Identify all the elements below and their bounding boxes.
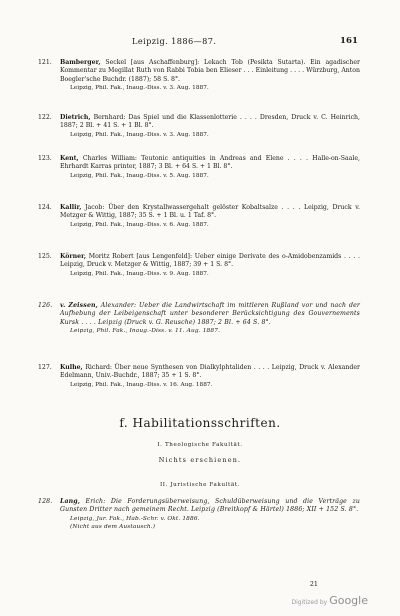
entry-text — [60, 253, 360, 270]
author-name: Bamberger, — [60, 59, 101, 66]
author-name: Körner, — [60, 253, 87, 260]
bibliography-entry — [38, 114, 360, 139]
bibliography-entry — [38, 498, 360, 532]
entry-meta: Leipzig, Phil. Fak., Inaug.-Diss. v. 9. Aug. 1887. — [70, 270, 209, 277]
entry-meta: Leipzig, Phil. Fak., Inaug.-Diss. v. 3. Aug. 1887. — [70, 85, 209, 92]
entry-number: 123. — [38, 155, 52, 162]
author-name: Kent, — [60, 155, 79, 162]
author-name: Kallir, — [60, 204, 82, 211]
author-name: Lang, — [60, 498, 81, 505]
entry-body: Erich: Die Forderungsüberweisung, Schuldüberweisung und die Verträge zu Gunsten Dritter nach gemeinem Recht. Leipzig (Breitkopf & Härtel) 1886; XII + 152 S. 8°. — [60, 498, 360, 514]
section-heading: f. Habilitationsschriften. — [119, 416, 281, 430]
header-title: Leipzig. 1886—87. — [132, 36, 217, 46]
bibliography-entry — [38, 253, 360, 278]
digitized-watermark — [292, 594, 369, 607]
author-name: Kulhe, — [60, 364, 83, 371]
faculty-heading-law: II. Juristische Fakultät. — [159, 482, 241, 488]
entry-number: 122. — [38, 114, 52, 121]
entry-number: 128. — [38, 498, 53, 505]
page-number: 161 — [340, 36, 358, 46]
nothing-published-note: Nichts erschienen. — [158, 456, 242, 464]
bibliography-entry — [38, 204, 360, 229]
bibliography-entry — [38, 302, 360, 336]
signature-mark: 21 — [309, 580, 318, 588]
entry-meta: Leipzig, Phil. Fak., Inaug.-Diss. v. 16. Aug. 1887. — [70, 381, 213, 388]
entry-meta: Leipzig, Phil. Fak., Inaug.-Diss. v. 3. Aug. 1887. — [70, 131, 209, 138]
entry-body: Moritz Robert [aus Lengenfeld]: Ueber einige Derivate des o-Amidobenzamids . . . . Leipzig, Druck v. Metzger & Wittig, 1887; 39 + 1 S. 8°. — [60, 253, 360, 269]
entry-text — [60, 155, 360, 172]
entry-note: (Nicht aus dem Austausch.) — [70, 524, 156, 531]
bibliography-entry — [38, 155, 360, 180]
entry-number: 126. — [38, 302, 53, 309]
entry-text — [60, 302, 360, 327]
author-name: Dietrich, — [60, 114, 91, 121]
entry-number: 127. — [38, 364, 52, 371]
watermark-prefix: Digitized by — [291, 599, 328, 606]
entry-text — [60, 59, 360, 84]
entry-text — [60, 114, 360, 131]
running-header — [0, 36, 400, 50]
entry-number: 125. — [38, 253, 52, 260]
entry-body: Charles William: Teutonic antiquities in Andreas and Elene . . . . Halle-on-Saale, Ehrhardt Karras printer, 1887; 3 Bl. + 64 S. + 1 Bl. 8°. — [60, 155, 360, 171]
author-name: v. Zeissen, — [60, 302, 98, 309]
entry-text — [60, 204, 360, 221]
bibliography-entry — [38, 59, 360, 93]
bibliography-entry — [38, 364, 360, 389]
entry-number: 121. — [38, 59, 52, 66]
entry-meta: Leipzig, Phil. Fak., Inaug.-Diss. v. 5. Aug. 1887. — [70, 172, 209, 179]
entry-text — [60, 498, 360, 515]
entry-meta: Leipzig, Phil. Fak., Inaug.-Diss. v. 6. Aug. 1887. — [70, 221, 209, 228]
entry-number: 124. — [38, 204, 52, 211]
entry-body: Jacob: Über den Krystallwassergehalt gelöster Kobaltsalze . . . . Leipzig, Druck v. Metzger & Wittig, 1887; 35 S. + 1 Bl. u. 1 Taf. 8°. — [60, 204, 360, 220]
watermark-brand: Google — [329, 594, 368, 607]
entry-body: Alexander: Ueber die Landwirtschaft im mittleren Rußland vor und nach der Aufhebung der Leibeigenschaft unter besonderer Berücksichtigung des Gouvernements Kursk . . . . Leipzig (Druck v. G. Reusche) 1887; 2 Bl. + 64 S. 8°. — [60, 302, 360, 326]
entry-text — [60, 364, 360, 381]
entry-meta: Leipzig, Jur. Fak., Hab.-Schr. v. Okt. 1886. — [70, 515, 200, 522]
faculty-heading-theology: I. Theologische Fakultät. — [157, 442, 243, 448]
entry-meta: Leipzig, Phil. Fak., Inaug.-Diss. v. 11. Aug. 1887. — [70, 328, 221, 335]
entry-body: Seckel [aus Aschaffenburg]: Lekach Tob (Pesikta Sutarta). Ein agadischer Kommentar zu Megillat Ruth von Rabbi Tobia ben Elieser . . . Einleitung . . . . Würzburg, Anton Boegler'sche Buchdr. (1887); 58 S. 8°. — [60, 59, 360, 83]
entry-body: Richard: Über neue Synthesen von Dialkylphtaliden . . . . Leipzig, Druck v. Alexander Edelmann, Univ.-Buchdr., 1887; 35 + 1 S. 8°. — [60, 364, 360, 380]
entry-body: Bernhard: Das Spiel und die Klassenlotterie . . . . Dresden, Druck v. C. Heinrich, 1887; 2 Bl. + 41 S. + 1 Bl. 8°. — [60, 114, 360, 130]
